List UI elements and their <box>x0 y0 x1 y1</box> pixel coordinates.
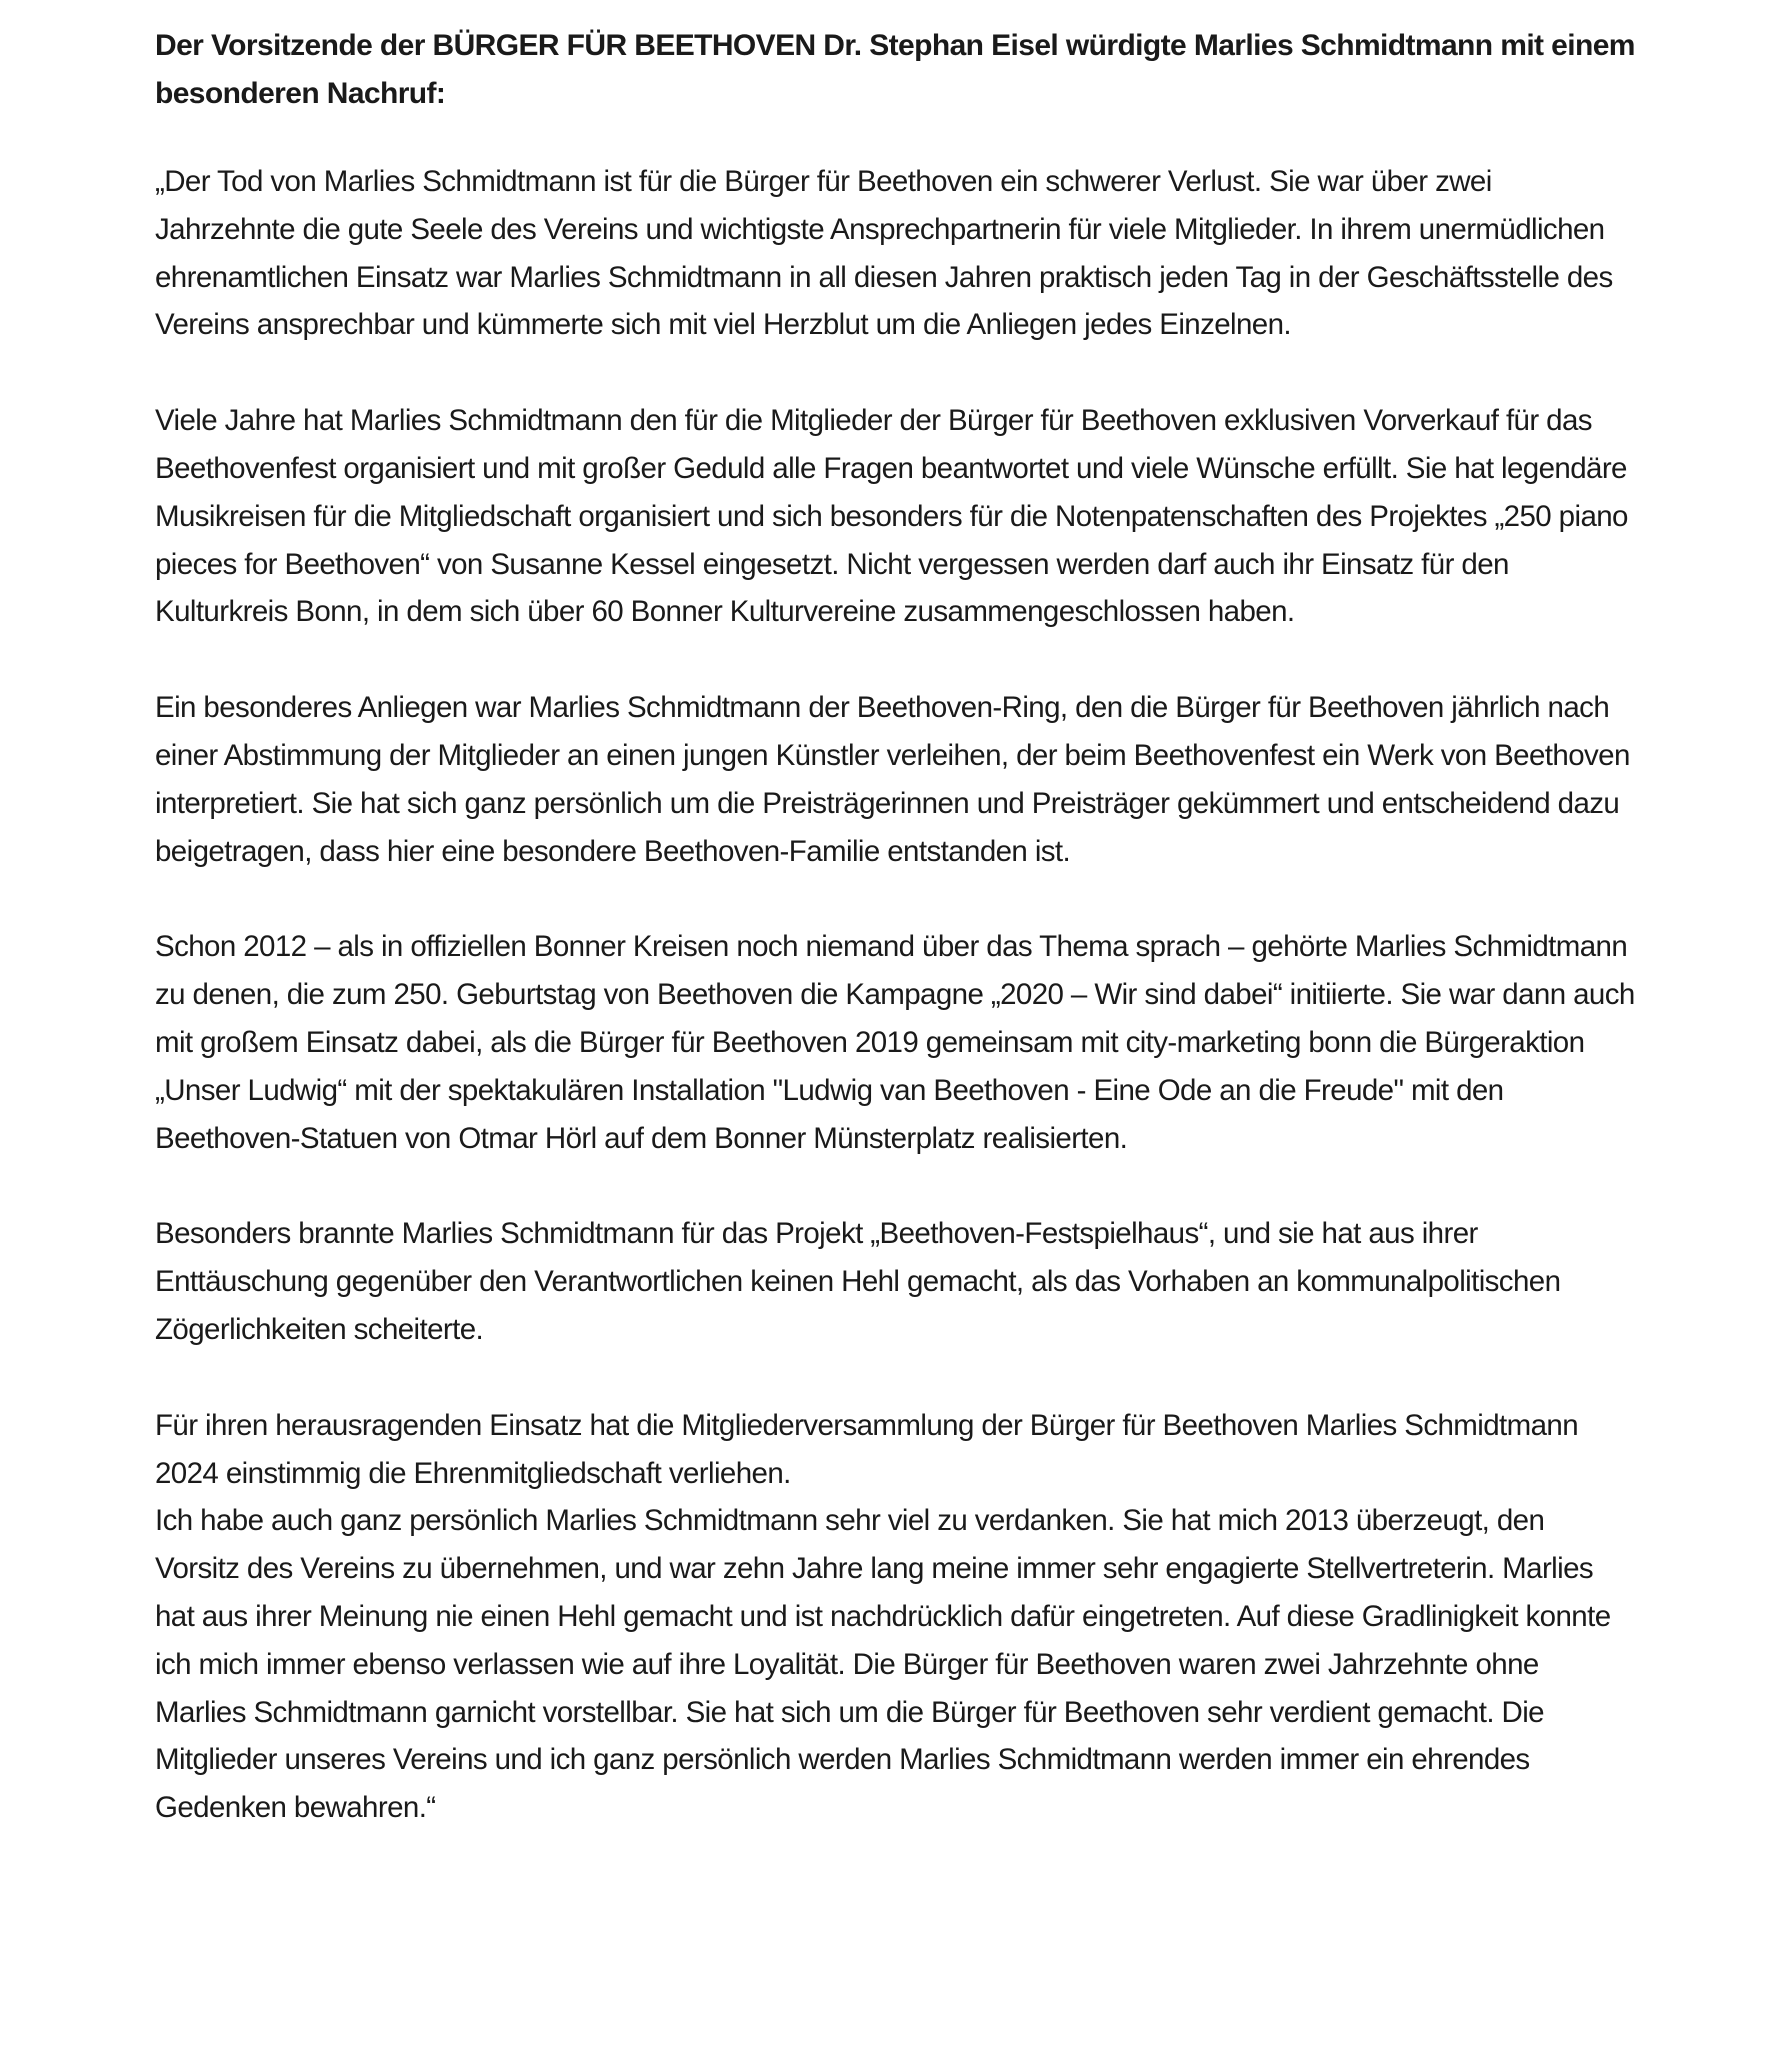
paragraph-festspielhaus: Besonders brannte Marlies Schmidtmann für das Projekt „Beethoven-Festspielhaus“, und sie hat aus ihrer Enttäuschung gegenüber den Verantwortlichen keinen Hehl gemacht, als das Vorhaben an kommunalpolitischen Zögerlichkeiten scheiterte. <box>155 1217 1561 1346</box>
paragraph-personal-thanks: Ich habe auch ganz persönlich Marlies Schmidtmann sehr viel zu verdanken. Sie hat mich 2013 überzeugt, den Vorsitz des Vereins zu übernehmen, und war zehn Jahre lang meine immer sehr engagierte Stellvertreterin. Marlies hat aus ihrer Meinung nie einen Hehl gemacht und ist nachdrücklich dafür eingetreten. Auf diese Gradlinigkeit konnte ich mich immer ebenso verlassen wie auf ihre Loyalität. Die Bürger für Beethoven waren zwei Jahrzehnte ohne Marlies Schmidtmann garnicht vorstellbar. Sie hat sich um die Bürger für Beethoven sehr verdient gemacht. Die Mitglieder unseres Vereins und ich ganz persönlich werden Marlies Schmidtmann werden immer ein ehrendes Gedenken bewahren.“ <box>155 1504 1611 1825</box>
paragraph-presale: Viele Jahre hat Marlies Schmidtmann den für die Mitglieder der Bürger für Beethoven exklusiven Vorverkauf für das Beethovenfest organisiert und mit großer Geduld alle Fragen beantwortet und viele Wünsche erfüllt. Sie hat legendäre Musikreisen für die Mitgliedschaft organisiert und sich besonders für die Notenpatenschaften des Projektes „250 piano pieces for Beethoven“ von Susanne Kessel eingesetzt. Nicht vergessen werden darf auch ihr Einsatz für den Kulturkreis Bonn, in dem sich über 60 Bonner Kulturvereine zusammengeschlossen haben. <box>155 404 1628 629</box>
article-body <box>155 22 1635 1832</box>
paragraph-honorary-membership: Für ihren herausragenden Einsatz hat die Mitgliederversammlung der Bürger für Beethoven Marlies Schmidtmann 2024 einstimmig die Ehrenmitgliedschaft verliehen. <box>155 1408 1579 1490</box>
intro-text: Der Vorsitzende der BÜRGER FÜR BEETHOVEN Dr. Stephan Eisel würdigte Marlies Schmidtmann mit einem besonderen Nachruf: <box>155 29 1635 110</box>
paragraph-campaign-2020: Schon 2012 – als in offiziellen Bonner Kreisen noch niemand über das Thema sprach – gehörte Marlies Schmidtmann zu denen, die zum 250. Geburtstag von Beethoven die Kampagne „2020 – Wir sind dabei“ initiierte. Sie war dann auch mit großem Einsatz dabei, als die Bürger für Beethoven 2019 gemeinsam mit city-marketing bonn die Bürgeraktion „Unser Ludwig“ mit der spektakulären Installation "Ludwig van Beethoven - Eine Ode an die Freude" mit den Beethoven-Statuen von Otmar Hörl auf dem Bonner Münsterplatz realisierten. <box>155 930 1635 1155</box>
paragraph-beethoven-ring: Ein besonderes Anliegen war Marlies Schmidtmann der Beethoven-Ring, den die Bürger für Beethoven jährlich nach einer Abstimmung der Mitglieder an einen jungen Künstler verleihen, der beim Beethovenfest ein Werk von Beethoven interpretiert. Sie hat sich ganz persönlich um die Preisträgerinnen und Preisträger gekümmert und entscheidend dazu beigetragen, dass hier eine besondere Beethoven-Familie entstanden ist. <box>155 691 1630 868</box>
paragraph-tribute-intro: „Der Tod von Marlies Schmidtmann ist für die Bürger für Beethoven ein schwerer Verlust. Sie war über zwei Jahrzehnte die gute Seele des Vereins und wichtigste Ansprechpartnerin für viele Mitglieder. In ihrem unermüdlichen ehrenamtlichen Einsatz war Marlies Schmidtmann in all diesen Jahren praktisch jeden Tag in der Geschäftsstelle des Vereins ansprechbar und kümmerte sich mit viel Herzblut um die Anliegen jedes Einzelnen. <box>155 165 1613 342</box>
